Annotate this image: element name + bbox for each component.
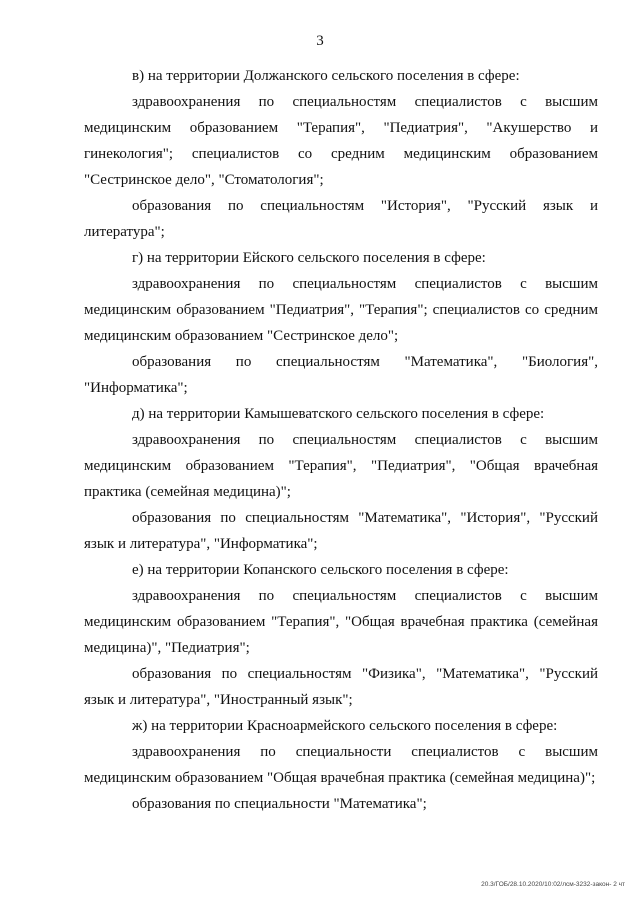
paragraph-zh-heading: ж) на территории Красноармейского сельского поселения в сфере: — [132, 718, 558, 734]
paragraph-healthcare: здравоохранения по специальности специалистов с высшим медицинским образованием "Общая врачебная практика (семейная медицина)"; — [84, 744, 598, 786]
paragraph-education: образования по специальностям "Математика", "Биология", "Информатика"; — [84, 354, 598, 396]
paragraph-healthcare: здравоохранения по специальностям специалистов с высшим медицинским образованием "Терапия", "Педиатрия", "Акушерство и гинекология"; специалистов со средним медицинским образованием "Сестринское дело", "Стоматология"; — [84, 94, 598, 188]
paragraph-healthcare: здравоохранения по специальностям специалистов с высшим медицинским образованием "Педиатрия", "Терапия"; специалистов со средним медицинским образованием "Сестринское дело"; — [84, 276, 598, 344]
paragraph-education: образования по специальности "Математика"; — [132, 796, 427, 812]
paragraph-g-heading: г) на территории Ейского сельского поселения в сфере: — [132, 250, 486, 266]
paragraph-v-heading: в) на территории Должанского сельского поселения в сфере: — [132, 68, 520, 84]
paragraph-e-heading: е) на территории Копанского сельского поселения в сфере: — [132, 562, 509, 578]
paragraph-healthcare: здравоохранения по специальностям специалистов с высшим медицинским образованием "Терапия", "Педиатрия", "Общая врачебная практика (семейная медицина)"; — [84, 432, 598, 500]
document-footer-code: 20.3/ГОБ/28.10.2020/10:02/лсм-3232-закон- 2 чт — [481, 881, 625, 888]
paragraph-education: образования по специальностям "Математика", "История", "Русский язык и литература", "Информатика"; — [84, 510, 598, 552]
paragraph-d-heading: д) на территории Камышеватского сельского поселения в сфере: — [132, 406, 545, 422]
document-body — [84, 63, 598, 817]
paragraph-healthcare: здравоохранения по специальностям специалистов с высшим медицинским образованием "Терапия", "Общая врачебная практика (семейная медицина)", "Педиатрия"; — [84, 588, 598, 656]
paragraph-education: образования по специальностям "История", "Русский язык и литература"; — [84, 198, 598, 240]
page-number: 3 — [316, 33, 324, 49]
paragraph-education: образования по специальностям "Физика", "Математика", "Русский язык и литература", "Иностранный язык"; — [84, 666, 598, 708]
